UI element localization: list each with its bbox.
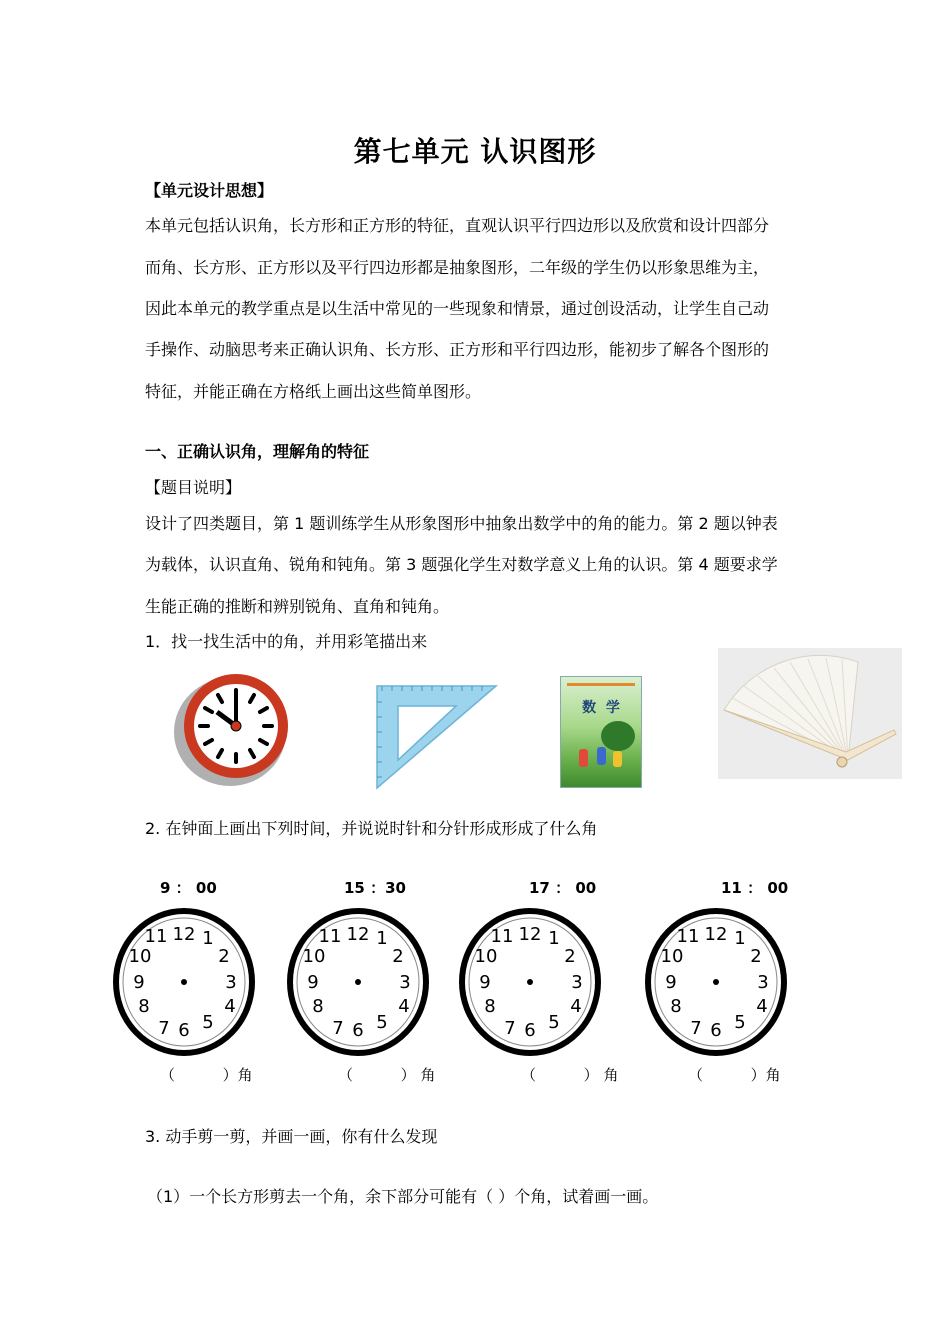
blank-clock-face-2[interactable] xyxy=(286,908,430,1056)
svg-text:8: 8 xyxy=(670,996,682,1017)
design-line-2: 而角、长方形、正方形以及平行四边形都是抽象图形，二年级的学生仍以形象思维为主， xyxy=(145,258,770,277)
svg-text:5: 5 xyxy=(376,1012,388,1033)
svg-text:4: 4 xyxy=(570,996,582,1017)
angle-blank-4[interactable]: （ ）角 xyxy=(688,1066,781,1084)
q3-sub1: （1）一个长方形剪去一个角，余下部分可能有（ ）个角，试着画一画。 xyxy=(147,1187,659,1206)
svg-text:2: 2 xyxy=(218,946,230,967)
design-line-3: 因此本单元的教学重点是以生活中常见的一些现象和情景，通过创设活动，让学生自己动 xyxy=(145,299,770,318)
svg-text:7: 7 xyxy=(690,1018,702,1039)
svg-text:3: 3 xyxy=(757,972,769,993)
svg-text:3: 3 xyxy=(571,972,583,993)
design-line-1: 本单元包括认识角，长方形和正方形的特征，直观认识平行四边形以及欣赏和设计四部分 xyxy=(145,216,770,235)
svg-text:11: 11 xyxy=(676,926,700,947)
svg-text:10: 10 xyxy=(302,946,326,967)
angle-blank-1[interactable]: （ ）角 xyxy=(160,1066,253,1084)
folding-fan-image xyxy=(718,648,902,779)
math-textbook-image xyxy=(560,676,642,788)
svg-text:4: 4 xyxy=(398,996,410,1017)
svg-text:8: 8 xyxy=(484,996,496,1017)
svg-text:2: 2 xyxy=(750,946,762,967)
svg-text:5: 5 xyxy=(202,1012,214,1033)
svg-text:1: 1 xyxy=(202,928,214,949)
svg-text:12: 12 xyxy=(346,924,370,945)
svg-text:12: 12 xyxy=(518,924,542,945)
svg-text:6: 6 xyxy=(178,1020,190,1041)
clock-time-3: 17 ： 00 xyxy=(529,879,597,897)
svg-text:7: 7 xyxy=(332,1018,344,1039)
svg-text:9: 9 xyxy=(665,972,677,993)
svg-text:12: 12 xyxy=(704,924,728,945)
svg-text:10: 10 xyxy=(128,946,152,967)
svg-text:11: 11 xyxy=(318,926,342,947)
note-line-1: 设计了四类题目，第 1 题训练学生从形象图形中抽象出数学中的角的能力。第 2 题以钟表 xyxy=(145,514,778,533)
svg-text:4: 4 xyxy=(224,996,236,1017)
svg-text:11: 11 xyxy=(144,926,168,947)
q3-text: 3. 动手剪一剪，并画一画，你有什么发现 xyxy=(145,1127,438,1146)
q1-text: 1．找一找生活中的角，并用彩笔描出来 xyxy=(145,632,428,651)
svg-text:8: 8 xyxy=(138,996,150,1017)
angle-blank-2[interactable]: （ ） 角 xyxy=(338,1066,436,1084)
blank-clock-face-4[interactable] xyxy=(644,908,788,1056)
design-heading: 【单元设计思想】 xyxy=(145,181,274,200)
note-line-3: 生能正确的推断和辨别锐角、直角和钝角。 xyxy=(145,597,450,616)
svg-text:10: 10 xyxy=(660,946,684,967)
svg-text:6: 6 xyxy=(352,1020,364,1041)
svg-text:1: 1 xyxy=(734,928,746,949)
svg-text:7: 7 xyxy=(158,1018,170,1039)
svg-text:10: 10 xyxy=(474,946,498,967)
svg-text:2: 2 xyxy=(564,946,576,967)
set-square-image xyxy=(372,682,500,792)
svg-text:6: 6 xyxy=(524,1020,536,1041)
note-line-2: 为载体，认识直角、锐角和钝角。第 3 题强化学生对数学意义上角的认识。第 4 题要求学 xyxy=(145,555,778,574)
clock-time-1: 9 ： 00 xyxy=(160,879,217,897)
svg-text:9: 9 xyxy=(307,972,319,993)
svg-text:4: 4 xyxy=(756,996,768,1017)
svg-text:7: 7 xyxy=(504,1018,516,1039)
svg-text:9: 9 xyxy=(133,972,145,993)
svg-text:3: 3 xyxy=(225,972,237,993)
wall-clock-image xyxy=(170,670,300,790)
svg-text:12: 12 xyxy=(172,924,196,945)
blank-clock-face-1[interactable] xyxy=(112,908,256,1056)
design-line-5: 特征，并能正确在方格纸上画出这些简单图形。 xyxy=(145,382,482,401)
textbook-title: 数 学 xyxy=(582,700,620,716)
q2-text: 2. 在钟面上画出下列时间，并说说时针和分针形成形成了什么角 xyxy=(145,819,598,838)
svg-text:1: 1 xyxy=(548,928,560,949)
svg-text:5: 5 xyxy=(548,1012,560,1033)
svg-text:2: 2 xyxy=(392,946,404,967)
clock-time-2: 15 ：30 xyxy=(344,879,406,897)
svg-text:1: 1 xyxy=(376,928,388,949)
design-line-4: 手操作、动脑思考来正确认识角、长方形、正方形和平行四边形，能初步了解各个图形的 xyxy=(145,340,770,359)
section1-heading: 一、正确认识角，理解角的特征 xyxy=(145,442,370,461)
svg-text:3: 3 xyxy=(399,972,411,993)
svg-text:5: 5 xyxy=(734,1012,746,1033)
note-heading: 【题目说明】 xyxy=(145,478,242,497)
svg-text:6: 6 xyxy=(710,1020,722,1041)
svg-text:8: 8 xyxy=(312,996,324,1017)
angle-blank-3[interactable]: （ ） 角 xyxy=(521,1066,619,1084)
clock-time-4: 11 ： 00 xyxy=(721,879,789,897)
blank-clock-face-3[interactable] xyxy=(458,908,602,1056)
page-title: 第七单元 认识图形 xyxy=(353,135,597,168)
svg-text:11: 11 xyxy=(490,926,514,947)
svg-text:9: 9 xyxy=(479,972,491,993)
